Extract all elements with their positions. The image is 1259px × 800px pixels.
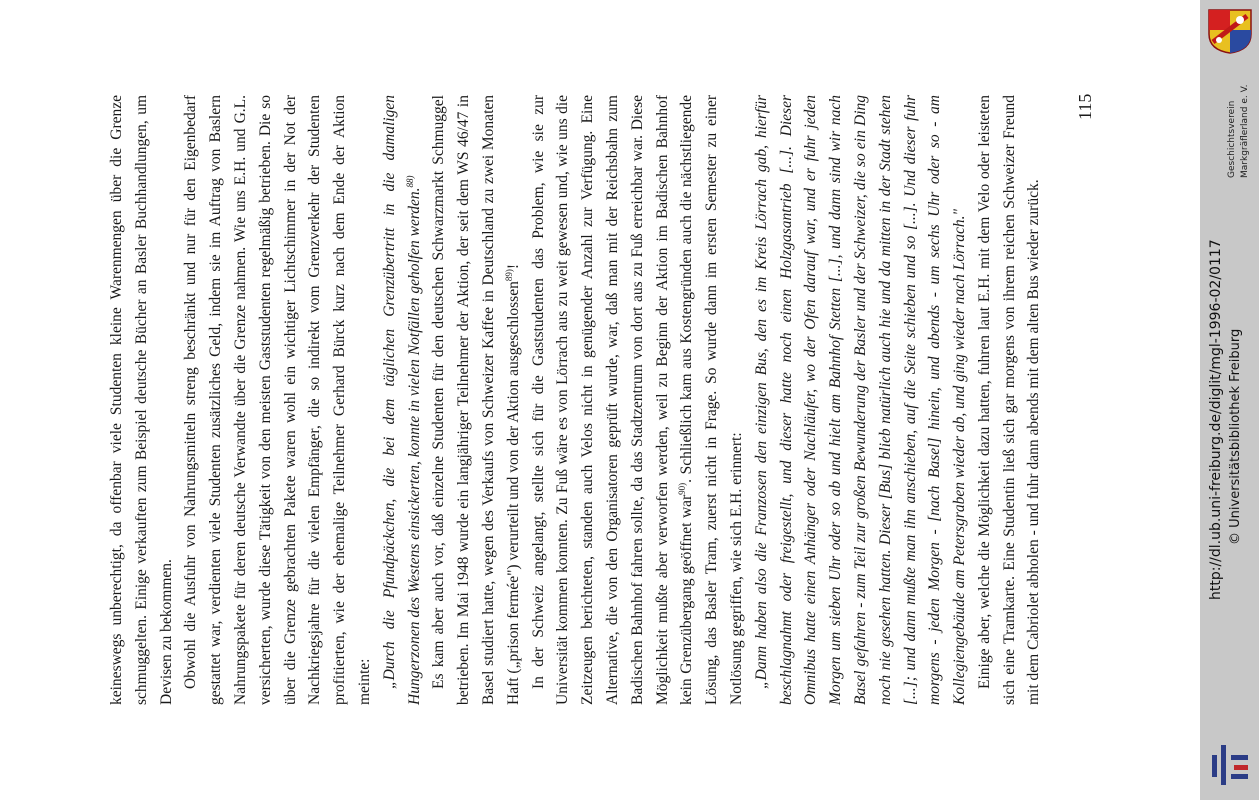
paragraph-text: In der Schweiz angelangt, stellte sich für die Gaststudenten das Problem, wie sie zur Universität kommen konnten. Zu Fuß wäre es von Lörrach aus zu weit gewesen und, wie uns die Zeitzeugen berichteten, standen auch Velos nicht in genügender Anzahl zur Verfügung. Eine Alternative, die von den Organisatoren geprüft wurde, war, daß man mit der Reichsbahn zum Badischen Bahnhof fahren sollte, da das Stadtzentrum von dort aus zu Fuß erreichbar war. Diese Möglichkeit mußte aber verworfen werden, weil zu Beginn der Aktion im Badischen Bahnhof kein Grenzübergang geöffnet war bbox=[529, 95, 696, 705]
paragraph: Einige aber, welche die Möglichkeit dazu hatten, fuhren laut E.H. mit dem Velo oder leisteten sich eine Tramkarte. Eine Studentin ließ sich gar morgens von ihrem reichen Schweizer Freund mit dem Cabriolet abholen - und fuhr dann abends mit dem alten Bus wieder zurück. bbox=[975, 95, 1043, 705]
society-name: Geschichtsverein bbox=[1227, 100, 1237, 178]
paragraph-text: ! bbox=[504, 263, 522, 270]
page-body bbox=[105, 95, 1047, 705]
paragraph-text: Es kam aber auch vor, daß einzelne Studenten für den deutschen Schwarzmarkt Schmuggel betrieben. Im Mai 1948 wurde ein langjähriger Teilnehmer der Aktion, der seit dem WS 46/47 in Basel studiert hatte, wegen des Verkaufs von Schweizer Kaffee in Deutschland zu zwei Monaten Haft („prison fermée") verurteilt und von der Aktion ausgeschlossen bbox=[430, 95, 522, 705]
footnote-ref: 88) bbox=[404, 175, 415, 188]
footnote-ref: 90) bbox=[677, 482, 688, 495]
copyright-notice: © Universitätsbibliothek Freiburg bbox=[1228, 328, 1243, 545]
source-url-link[interactable]: http://dl.ub.uni-freiburg.de/diglit/mgl-1996-02/0117 bbox=[1208, 239, 1224, 600]
paragraph bbox=[527, 95, 750, 705]
paragraph: Obwohl die Ausfuhr von Nahrungsmitteln streng beschränkt und nur für den Eigenbedarf gestattet war, verdienten viele Studenten zusätzliches Geld, indem sie im Auftrag von Baslern Nahrungspakete für deren deutsche Verwandte über die Grenze nahmen. Wie uns E.H. und G.L. versicherten, wurde diese Tätigkeit von den meisten Gaststudenten regelmäßig betrieben. Die so über die Grenze gebrachten Pakete waren wohl ein wichtiger Lichtschimmer in der Not der Nachkriegsjahre für die vielen Empfänger, die so indirekt vom Grenzverkehr der Studenten profitierten, wie der ehemalige Teilnehmer Gerhard Bürck kurz nach dem Ende der Aktion meinte: bbox=[182, 95, 373, 705]
block-quote: „Dann haben also die Franzosen den einzigen Bus, den es im Kreis Lörrach gab, hierfür beschlagnahmt oder freigestellt, und dieser hatte noch einen Holzgasantrieb [...]. Dieser Omnibus hatte einen Anhänger oder Nachläufer, wo der Ofen darauf war, und er fuhr jeden Morgen um sieben Uhr oder so ab und hielt am Bahnhof Stetten [...], und dann sind wir nach Basel gefahren - zum Teil zur großen Bewunderung der Basler und der Schweizer, die so ein Ding noch nie gesehen hatten. Dieser [Bus] blieb natürlich auch hie und da mitten in der Stadt stehen [...]; und dann mußte man ihn anschieben, auf die Seite schieben und so [...]. Und dieser fuhr morgens - jeden Morgen - [nach Basel] hinein, und abends - um sechs Uhr oder so - am Kollegiengebäude am Petersgraben wieder ab, und ging wieder nach Lörrach." bbox=[752, 95, 969, 705]
footnote-ref: 89) bbox=[503, 269, 514, 282]
paragraph: keineswegs unberechtigt, da offenbar viele Studenten kleine Warenmengen über die Grenze schmuggelten. Einige verkauften zum Beispiel deutsche Bücher an Basler Buchhandlungen, um Devisen zu bekommen. bbox=[108, 95, 175, 705]
university-library-logo bbox=[1212, 745, 1248, 790]
quote-text: „Durch die Pfundpäckchen, die bei dem täglichen Grenzübertritt in die damaligen Hungerzonen des Westens einsickerten, konnte in vielen Notfällen geholfen werden. bbox=[380, 95, 423, 705]
block-quote bbox=[378, 95, 428, 705]
paragraph-text: . Schließlich kam aus Kostengründen auch die nächstliegende Lösung, das Basler Tram, zuerst nicht in Frage. So wurde dann im ersten Semester zu einer Notlösung gegriffen, wie sich E.H. erinnert: bbox=[678, 95, 745, 705]
coat-of-arms-icon bbox=[1207, 8, 1253, 59]
society-name-line2: Markgräflerland e. V. bbox=[1240, 84, 1250, 178]
paragraph bbox=[427, 95, 526, 705]
page-number: 115 bbox=[1075, 93, 1095, 120]
